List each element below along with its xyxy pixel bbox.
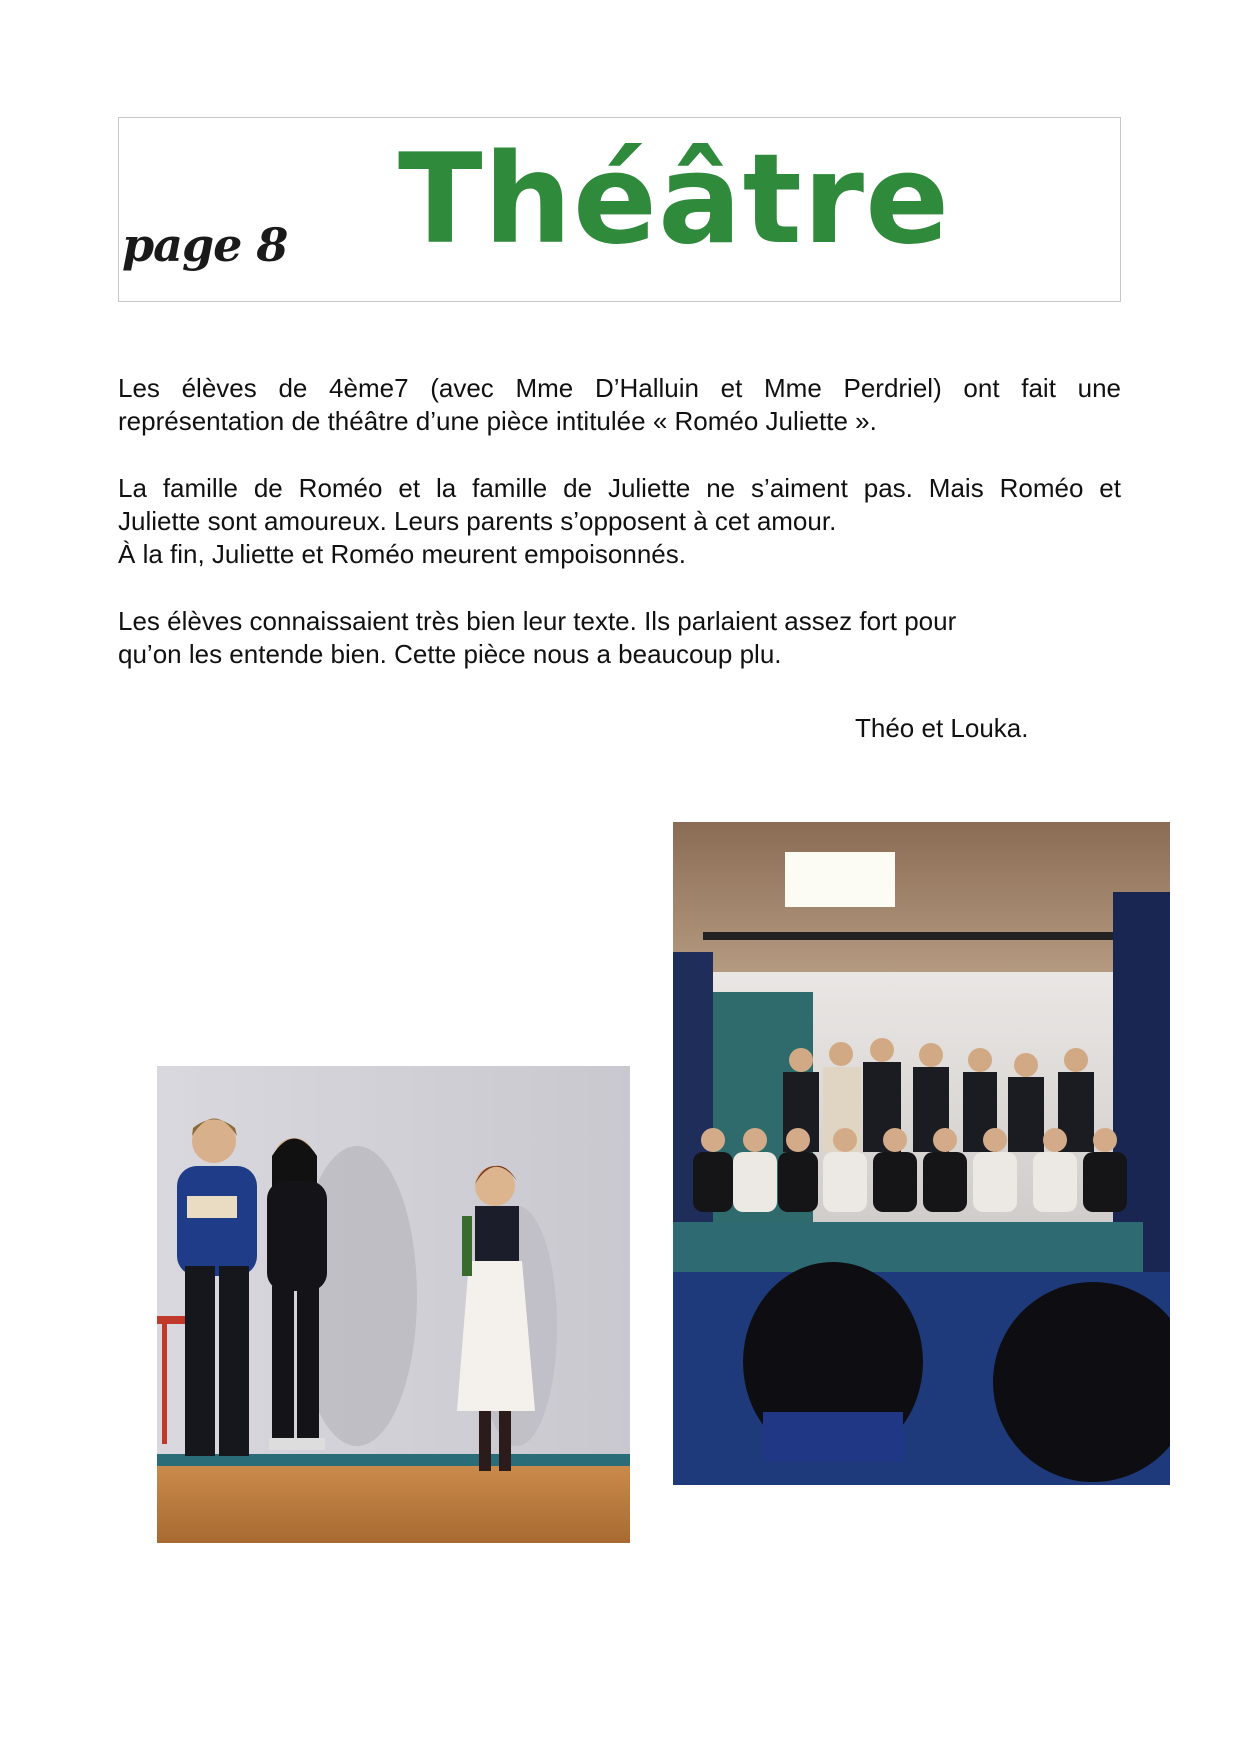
- paragraph-line: qu’on les entende bien. Cette pièce nous a beaucoup plu.: [118, 639, 782, 669]
- paragraph-intro: [118, 372, 1121, 438]
- paragraph-line: À la fin, Juliette et Roméo meurent empoisonnés.: [118, 539, 686, 569]
- paragraph-line: Les élèves de 4ème7 (avec Mme D’Halluin et Mme Perdriel) ont fait une: [118, 373, 1121, 403]
- paragraph-review: [118, 605, 1121, 671]
- page-number: page 8: [122, 218, 288, 272]
- paragraph-story: [118, 472, 1121, 571]
- paragraph-line: Les élèves connaissaient très bien leur texte. Ils parlaient assez fort pour: [118, 606, 957, 636]
- paragraph-line: Juliette sont amoureux. Leurs parents s’opposent à cet amour.: [118, 506, 837, 536]
- stage-photo-performers: [157, 1066, 630, 1543]
- page-title: Théâtre: [398, 128, 951, 272]
- signature: Théo et Louka.: [855, 713, 1029, 743]
- paragraph-line: représentation de théâtre d’une pièce intitulée « Roméo Juliette ».: [118, 406, 877, 436]
- stage-photo-group: [673, 822, 1170, 1485]
- paragraph-line: La famille de Roméo et la famille de Juliette ne s’aiment pas. Mais Roméo et: [118, 473, 1121, 503]
